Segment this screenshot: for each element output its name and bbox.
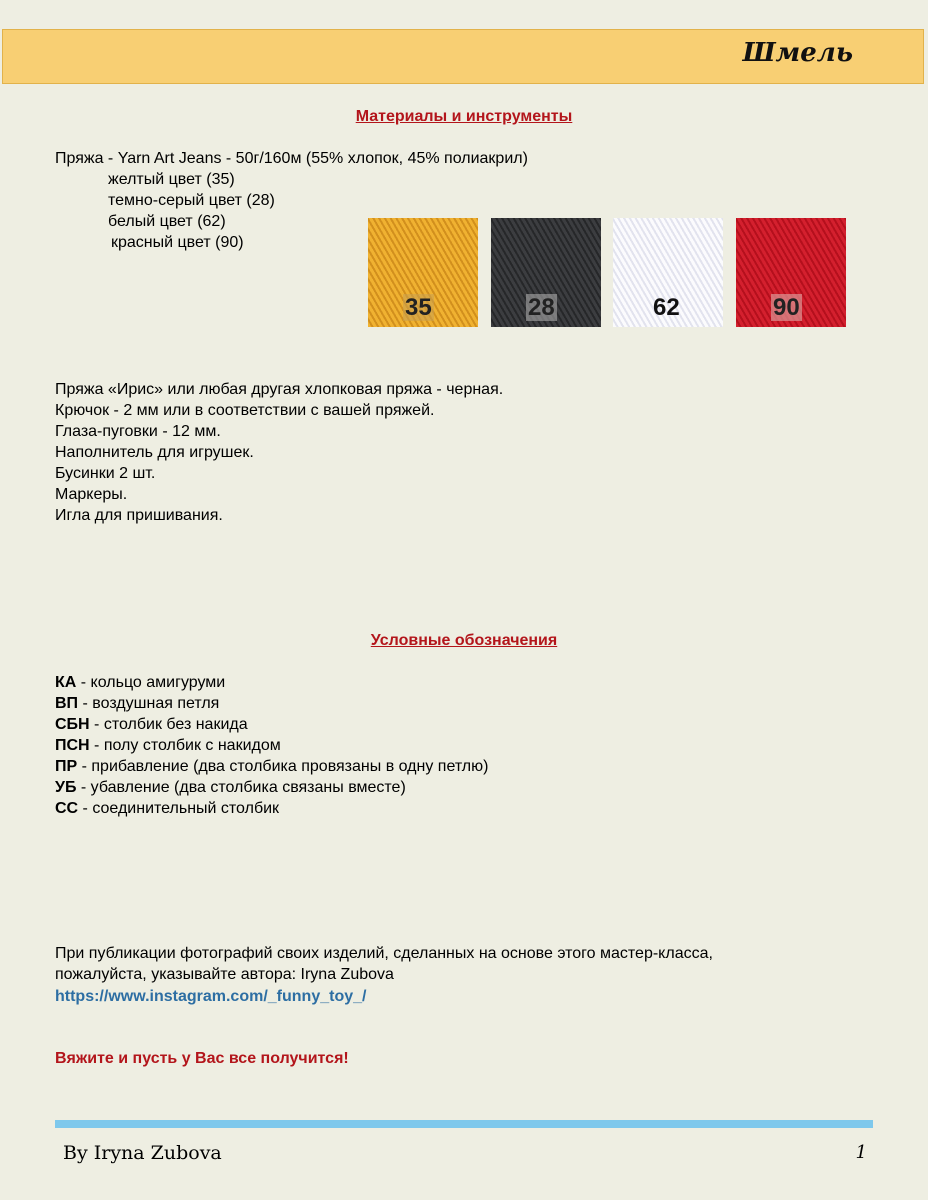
legend-desc: - столбик без накида	[89, 716, 248, 733]
notice-line: пожалуйста, указывайте автора: Iryna Zubova	[55, 966, 394, 983]
yarn-swatch-white	[613, 218, 723, 327]
legend-abbr: ПР	[55, 758, 78, 775]
color-item: желтый цвет (35)	[108, 171, 235, 188]
material-item: Наполнитель для игрушек.	[55, 444, 254, 461]
legend-entry	[55, 800, 279, 818]
legend-desc: - соединительный столбик	[78, 800, 280, 817]
legend-entry	[55, 716, 248, 734]
materials-heading: Материалы и инструменты	[355, 108, 573, 125]
notice-line: При публикации фотографий своих изделий, сделанных на основе этого мастер-класса,	[55, 945, 713, 962]
legend-desc: - воздушная петля	[78, 695, 220, 712]
legend-abbr: ПСН	[55, 737, 90, 754]
legend-entry	[55, 758, 488, 776]
color-item: темно-серый цвет (28)	[108, 192, 275, 209]
legend-abbr: КА	[55, 674, 77, 691]
legend-heading: Условные обозначения	[370, 632, 558, 649]
closing-message: Вяжите и пусть у Вас все получится!	[55, 1050, 349, 1067]
header-banner	[2, 29, 924, 84]
color-item: красный цвет (90)	[111, 234, 244, 251]
footer-author: By Iryna Zubova	[63, 1142, 222, 1164]
material-item: Пряжа «Ирис» или любая другая хлопковая пряжа - черная.	[55, 381, 504, 398]
swatch-number: 35	[405, 294, 432, 321]
legend-entry	[55, 737, 281, 755]
footer-divider	[55, 1120, 873, 1128]
instagram-link[interactable]: https://www.instagram.com/_funny_toy_/	[55, 988, 367, 1005]
legend-abbr: УБ	[55, 779, 77, 796]
page-number: 1	[855, 1142, 867, 1163]
material-item: Маркеры.	[55, 486, 128, 503]
legend-desc: - кольцо амигуруми	[76, 674, 226, 691]
legend-abbr: СБН	[55, 716, 90, 733]
legend-desc: - убавление (два столбика связаны вместе)	[76, 779, 406, 796]
material-item: Глаза-пуговки - 12 мм.	[55, 423, 221, 440]
yarn-swatch-yellow	[368, 218, 478, 327]
yarn-line: Пряжа - Yarn Art Jeans - 50г/160м (55% хлопок, 45% полиакрил)	[55, 150, 528, 167]
yarn-swatch-dark-gray	[491, 218, 601, 327]
legend-abbr: СС	[55, 800, 79, 817]
legend-desc: - полу столбик с накидом	[89, 737, 281, 754]
legend-abbr: ВП	[55, 695, 79, 712]
page-title: Шмель	[742, 38, 853, 68]
legend-entry	[55, 779, 406, 797]
swatch-number: 90	[773, 294, 800, 321]
yarn-swatch-red	[736, 218, 846, 327]
color-item: белый цвет (62)	[108, 213, 226, 230]
material-item: Игла для пришивания.	[55, 507, 223, 524]
legend-entry	[55, 674, 225, 692]
legend-entry	[55, 695, 219, 713]
material-item: Бусинки 2 шт.	[55, 465, 156, 482]
material-item: Крючок - 2 мм или в соответствии с вашей пряжей.	[55, 402, 435, 419]
swatch-number: 28	[528, 294, 555, 321]
swatch-number: 62	[653, 294, 680, 321]
legend-desc: - прибавление (два столбика провязаны в одну петлю)	[77, 758, 489, 775]
